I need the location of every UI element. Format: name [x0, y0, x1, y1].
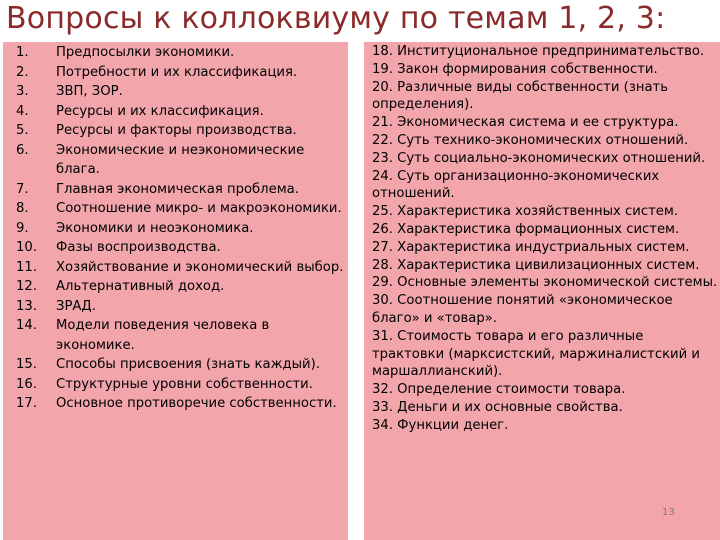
list-item: 25. Характеристика хозяйственных систем.: [372, 204, 679, 220]
list-item: [16, 258, 346, 278]
list-item: 21. Экономическая система и ее структура.: [372, 115, 679, 131]
list-item: [16, 375, 346, 395]
list-item: [16, 180, 346, 200]
list-item: [16, 199, 346, 219]
list-item: 32. Определение стоимости товара.: [372, 382, 626, 398]
list-item: 26. Характеристика формационных систем.: [372, 221, 680, 237]
item-number: 2.: [16, 64, 29, 80]
item-number: 13.: [16, 298, 37, 314]
item-number: 14.: [16, 318, 37, 333]
item-text: Модели поведения человека в экономике.: [56, 318, 270, 353]
list-item: 33. Деньги и их основные свойства.: [372, 399, 623, 415]
item-text: Способы присвоения (знать каждый).: [56, 357, 320, 372]
item-text: ЗВП, ЗОР.: [56, 84, 123, 99]
list-item: [16, 121, 346, 141]
item-number: 9.: [16, 220, 29, 236]
list-item: 24. Суть организационно-экономических отношений.: [372, 168, 660, 202]
question-list-left: [16, 43, 346, 414]
item-text: Основное противоречие собственности.: [56, 396, 337, 411]
list-item: 28. Характеристика цивилизационных систем.: [372, 257, 700, 273]
item-text: Экономические и неэкономические блага.: [56, 142, 305, 177]
list-item: [16, 141, 346, 180]
list-item: 34. Функции денег.: [372, 417, 509, 433]
list-item: 30. Соотношение понятий «экономическое благо» и «товар».: [372, 293, 673, 326]
list-item: 23. Суть социально-экономических отношений.: [372, 150, 706, 166]
list-item: 18. Институциональное предпринимательство.: [372, 44, 705, 59]
list-item: [16, 43, 346, 63]
item-text: Структурные уровни собственности.: [56, 376, 313, 392]
list-item: 29. Основные элементы экономической системы.: [372, 275, 718, 291]
item-text: Хозяйствование и экономический выбор.: [56, 259, 344, 275]
list-item: [16, 355, 346, 375]
list-item: [16, 102, 346, 122]
list-item: [16, 82, 346, 102]
list-item: [16, 394, 346, 414]
slide-title: Вопросы к коллоквиуму по темам 1, 2, 3:: [6, 1, 666, 36]
item-number: 16.: [16, 376, 37, 392]
list-item: 31. Стоимость товара и его различные трактовки (марксистский, маржиналистский и маршаллианский).: [372, 328, 700, 380]
item-number: 11.: [16, 259, 37, 275]
item-text: Предпосылки экономики.: [56, 45, 235, 60]
item-number: 3.: [16, 84, 29, 99]
list-item: [16, 297, 346, 317]
item-number: 10.: [16, 240, 37, 255]
item-number: 6.: [16, 142, 29, 158]
list-item: 27. Характеристика индустриальных систем.: [372, 239, 690, 255]
list-item: 22. Суть технико-экономических отношений.: [372, 132, 689, 148]
item-text: ЗРАД.: [56, 298, 96, 314]
item-text: Фазы воспроизводства.: [56, 240, 221, 255]
item-number: 8.: [16, 201, 29, 216]
item-number: 15.: [16, 357, 37, 372]
list-item: 20. Различные виды собственности (знать определения).: [372, 79, 668, 113]
item-text: Ресурсы и факторы производства.: [56, 123, 297, 138]
list-item: [16, 63, 346, 83]
item-number: 5.: [16, 123, 29, 138]
list-item: [16, 238, 346, 258]
list-item: [16, 219, 346, 239]
item-text: Альтернативный доход.: [56, 279, 225, 294]
list-item: [16, 316, 346, 355]
item-number: 12.: [16, 279, 37, 294]
item-number: 7.: [16, 181, 29, 197]
item-number: 17.: [16, 396, 37, 411]
list-item: 19. Закон формирования собственности.: [372, 61, 658, 77]
item-text: Экономики и неоэкономика.: [56, 220, 254, 236]
list-item: [16, 277, 346, 297]
item-text: Ресурсы и их классификация.: [56, 103, 264, 119]
question-list-right: [372, 43, 718, 435]
item-text: Соотношение микро- и макроэкономики.: [56, 201, 342, 216]
page-number: 13: [662, 507, 675, 518]
item-text: Потребности и их классификация.: [56, 64, 298, 80]
item-number: 1.: [16, 45, 29, 60]
item-text: Главная экономическая проблема.: [56, 181, 299, 197]
item-number: 4.: [16, 103, 29, 119]
column-separator: [348, 42, 364, 540]
